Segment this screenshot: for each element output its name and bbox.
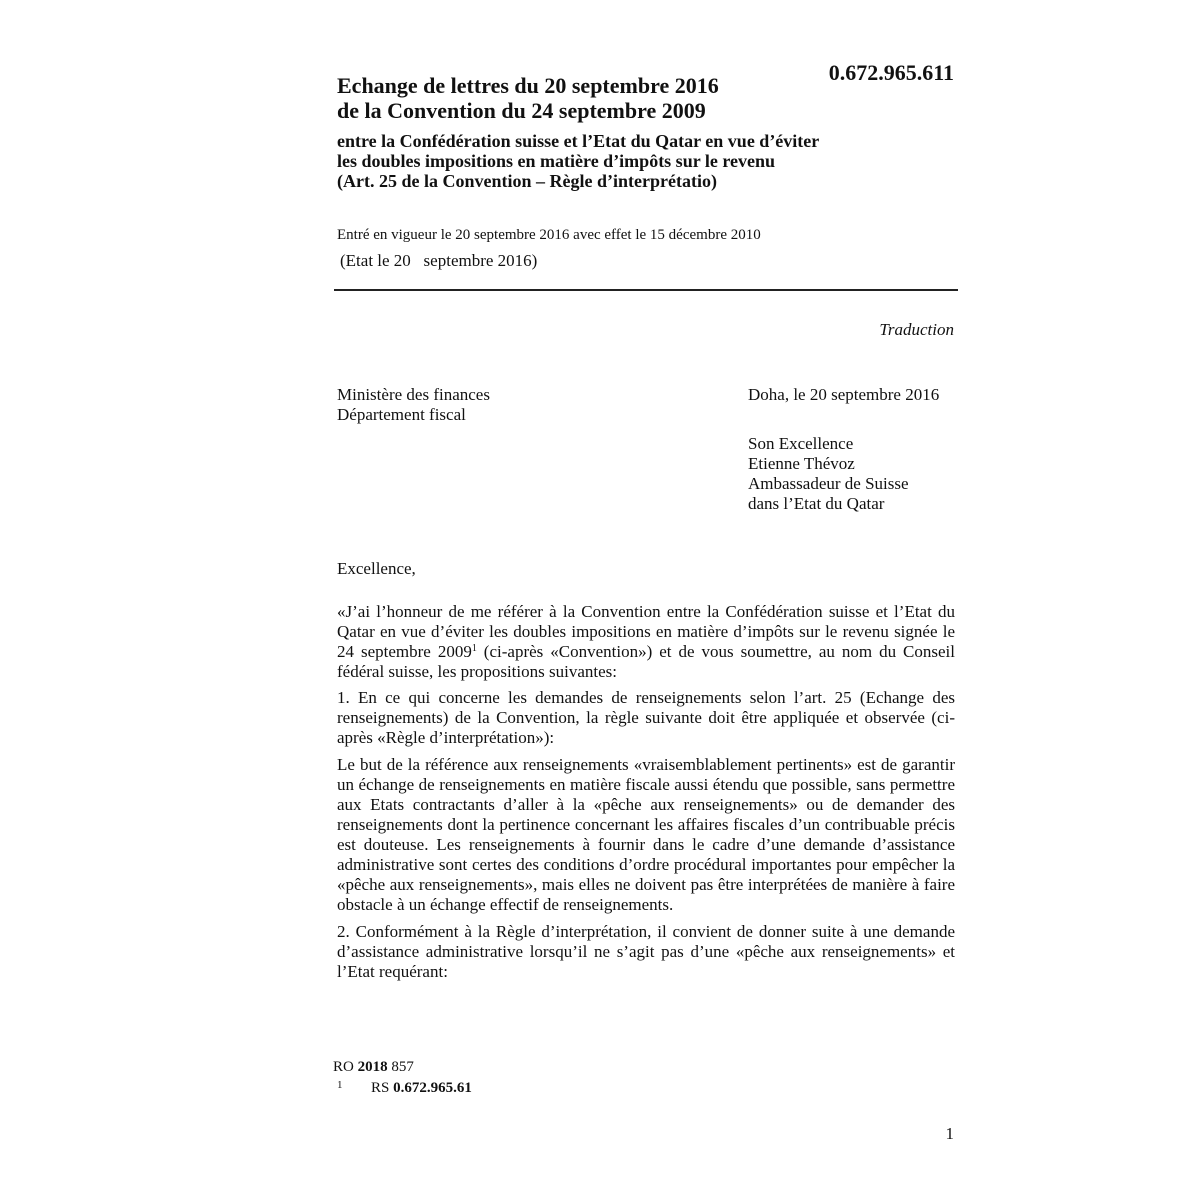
subtitle-line: les doubles impositions en matière d’impôts sur le revenu [337, 151, 776, 171]
footnote-sr-number[interactable]: 0.672.965.61 [393, 1080, 472, 1096]
translation-label: Traduction [879, 320, 954, 339]
place-date: Doha, le 20 septembre 2016 [748, 385, 940, 404]
intro-paragraph [337, 602, 955, 682]
document-subtitle [337, 131, 957, 191]
salutation: Excellence, [337, 559, 416, 578]
page-number: 1 [945, 1124, 954, 1143]
paragraph-purpose: Le but de la référence aux renseignements «vraisemblablement pertinents» est de garantir un échange de renseignements en matière fiscale aussi étendu que possible, sans permettre aux Etats contractants d’aller à la «pêche aux renseignements» ou de demander des renseignements dont la pertinence concernant les affaires fiscales d’un contribuable précis est douteuse. Les renseignements à fournir dans le cadre d’une demande d’assistance administrative sont certes des conditions d’ordre procédural importantes pour empêcher la «pêche aux renseignements», mais elles ne doivent pas être interprétées de manière à faire obstacle à un échange effectif de renseignements. [337, 755, 955, 914]
recipient-block [748, 434, 909, 514]
title-line: Echange de lettres du 20 septembre 2016 [337, 73, 719, 98]
paragraph-1: 1. En ce qui concerne les demandes de renseignements selon l’art. 25 (Echange des renseignements) de la Convention, la règle suivante doit être appliquée et observée (ci-après «Règle d’interprétation»): [337, 688, 955, 747]
footnote-mark: 1 [337, 1079, 343, 1091]
title-line: de la Convention du 24 septembre 2009 [337, 98, 706, 123]
letter-body [337, 602, 955, 989]
footnote [337, 1079, 472, 1097]
recipient-line: Etienne Thévoz [748, 454, 855, 473]
footnote-prefix: RS [371, 1080, 394, 1096]
document-number: 0.672.965.611 [828, 60, 954, 85]
subtitle-line: (Art. 25 de la Convention – Règle d’interprétatio) [337, 171, 717, 191]
recipient-line: Son Excellence [748, 434, 854, 453]
sender-line: Ministère des finances [337, 385, 490, 404]
sender-line: Département fiscal [337, 405, 466, 424]
recipient-line: Ambassadeur de Suisse [748, 474, 909, 493]
footnote-reference[interactable]: 1 [471, 643, 477, 654]
paragraph-2: 2. Conformément à la Règle d’interprétation, il convient de donner suite à une demande d’assistance administrative lorsqu’il ne s’agit pas d’une «pêche aux renseignements» et l’Etat requérant: [337, 922, 955, 981]
document-title [337, 73, 797, 123]
entry-into-force: Entré en vigueur le 20 septembre 2016 avec effet le 15 décembre 2010 [337, 227, 761, 243]
sender-block [337, 385, 490, 425]
recipient-line: dans l’Etat du Qatar [748, 494, 885, 513]
ro-year: 2018 [357, 1059, 388, 1075]
intro-text-continued: (ci-après «Convention») et de vous soumettre, au nom du Conseil fédéral suisse, les propositions suivantes: [337, 642, 956, 681]
header-divider [334, 289, 958, 291]
subtitle-line: entre la Confédération suisse et l’Etat du Qatar en vue d’éviter [337, 131, 820, 151]
ro-prefix: RO [333, 1059, 358, 1075]
ro-page: 857 [387, 1059, 414, 1075]
official-compilation-ref [333, 1059, 414, 1076]
status-date: (Etat le 20 septembre 2016) [340, 251, 538, 270]
intro-text: «J’ai l’honneur de me référer à la Convention entre la Confédération suisse et l’Etat du Qatar en vue d’éviter les doubles impositions en matière d’impôts sur le revenu signée le 24 septembre 2009 [337, 602, 955, 661]
